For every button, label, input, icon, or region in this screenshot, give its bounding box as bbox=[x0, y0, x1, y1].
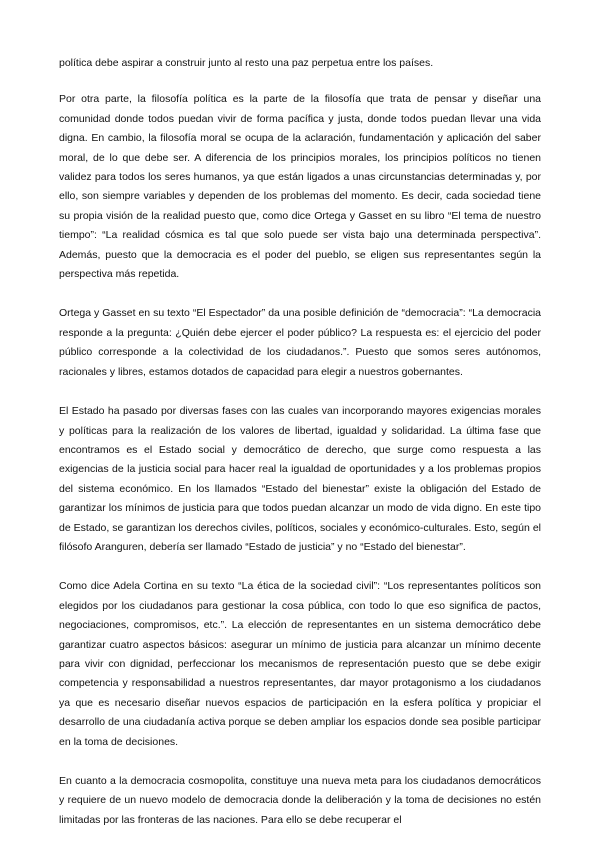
paragraph-ortega-democracia: Ortega y Gasset en su texto “El Espectador” da una posible definición de “democracia”: “La democracia responde a la pregunta: ¿Quién debe ejercer el poder público? La respuesta es: el ejercicio del poder público corresponde a la colectividad de los ciudadanos.”. Puesto que somos seres autónomos, racionales y libres, estamos dotados de capacidad para elegir a nuestros gobernantes. bbox=[59, 307, 541, 378]
paragraph-democracia-cosmopolita: En cuanto a la democracia cosmopolita, constituye una nueva meta para los ciudadanos democráticos y requiere de un nuevo modelo de democracia donde la deliberación y la toma de decisiones no estén limitadas por las fronteras de las naciones. Para ello se debe recuperar el bbox=[59, 775, 541, 826]
document-body bbox=[59, 54, 541, 850]
paragraph-adela-cortina: Como dice Adela Cortina en su texto “La ética de la sociedad civil”: “Los representantes políticos son elegidos por los ciudadanos para gestionar la cosa pública, con todo lo que eso significa de pactos, negociaciones, compromisos, etc.”. La elección de representantes en un sistema democrático debe garantizar cuatro aspectos básicos: asegurar un mínimo de justicia para alcanzar un mínimo decente para vivir con dignidad, perfeccionar los mecanismos de representación puesto que se debe exigir competencia y responsabilidad a nuestros representantes, dar mayor protagonismo a los ciudadanos ya que es necesario diseñar nuevos espacios de participación en la esfera política y propiciar el desarrollo de una ciudadanía activa porque se deben ampliar los espacios donde sea posible participar en la toma de decisiones. bbox=[59, 580, 541, 748]
paragraph-estado-bienestar: El Estado ha pasado por diversas fases con las cuales van incorporando mayores exigencias morales y políticas para la realización de los valores de libertad, igualdad y solidaridad. La última fase que encontramos es el Estado social y democrático de derecho, que surge como respuesta a las exigencias de la justicia social para hacer real la igualdad de oportunidades y a los problemas propios del sistema económico. En los llamados “Estado del bienestar” existe la obligación del Estado de garantizar los mínimos de justicia para que todos puedan alcanzar un modo de vida digno. En este tipo de Estado, se garantizan los derechos civiles, políticos, sociales y económico-culturales. Esto, según el filósofo Aranguren, debería ser llamado “Estado de justicia” y no “Estado del bienestar”. bbox=[59, 405, 541, 553]
paragraph-continuation: política debe aspirar a construir junto al resto una paz perpetua entre los países. bbox=[59, 57, 434, 69]
paragraph-filosofia-politica: Por otra parte, la filosofía política es la parte de la filosofía que trata de pensar y diseñar una comunidad donde todos puedan vivir de forma pacífica y justa, donde todos puedan llevar una vida digna. En cambio, la filosofía moral se ocupa de la aclaración, fundamentación y aplicación del saber moral, de lo que debe ser. A diferencia de los principios morales, los principios políticos no tienen validez para todos los seres humanos, ya que están ligados a unas circunstancias determinadas y, por ello, son siempre variables y dependen de los problemas del momento. Es decir, cada sociedad tiene su propia visión de la realidad puesto que, como dice Ortega y Gasset en su libro “El tema de nuestro tiempo”: “La realidad cósmica es tal que solo puede ser vista bajo una determinada perspectiva”. Además, puesto que la democracia es el poder del pueblo, se eligen sus representantes según la perspectiva más repetida. bbox=[59, 93, 541, 281]
